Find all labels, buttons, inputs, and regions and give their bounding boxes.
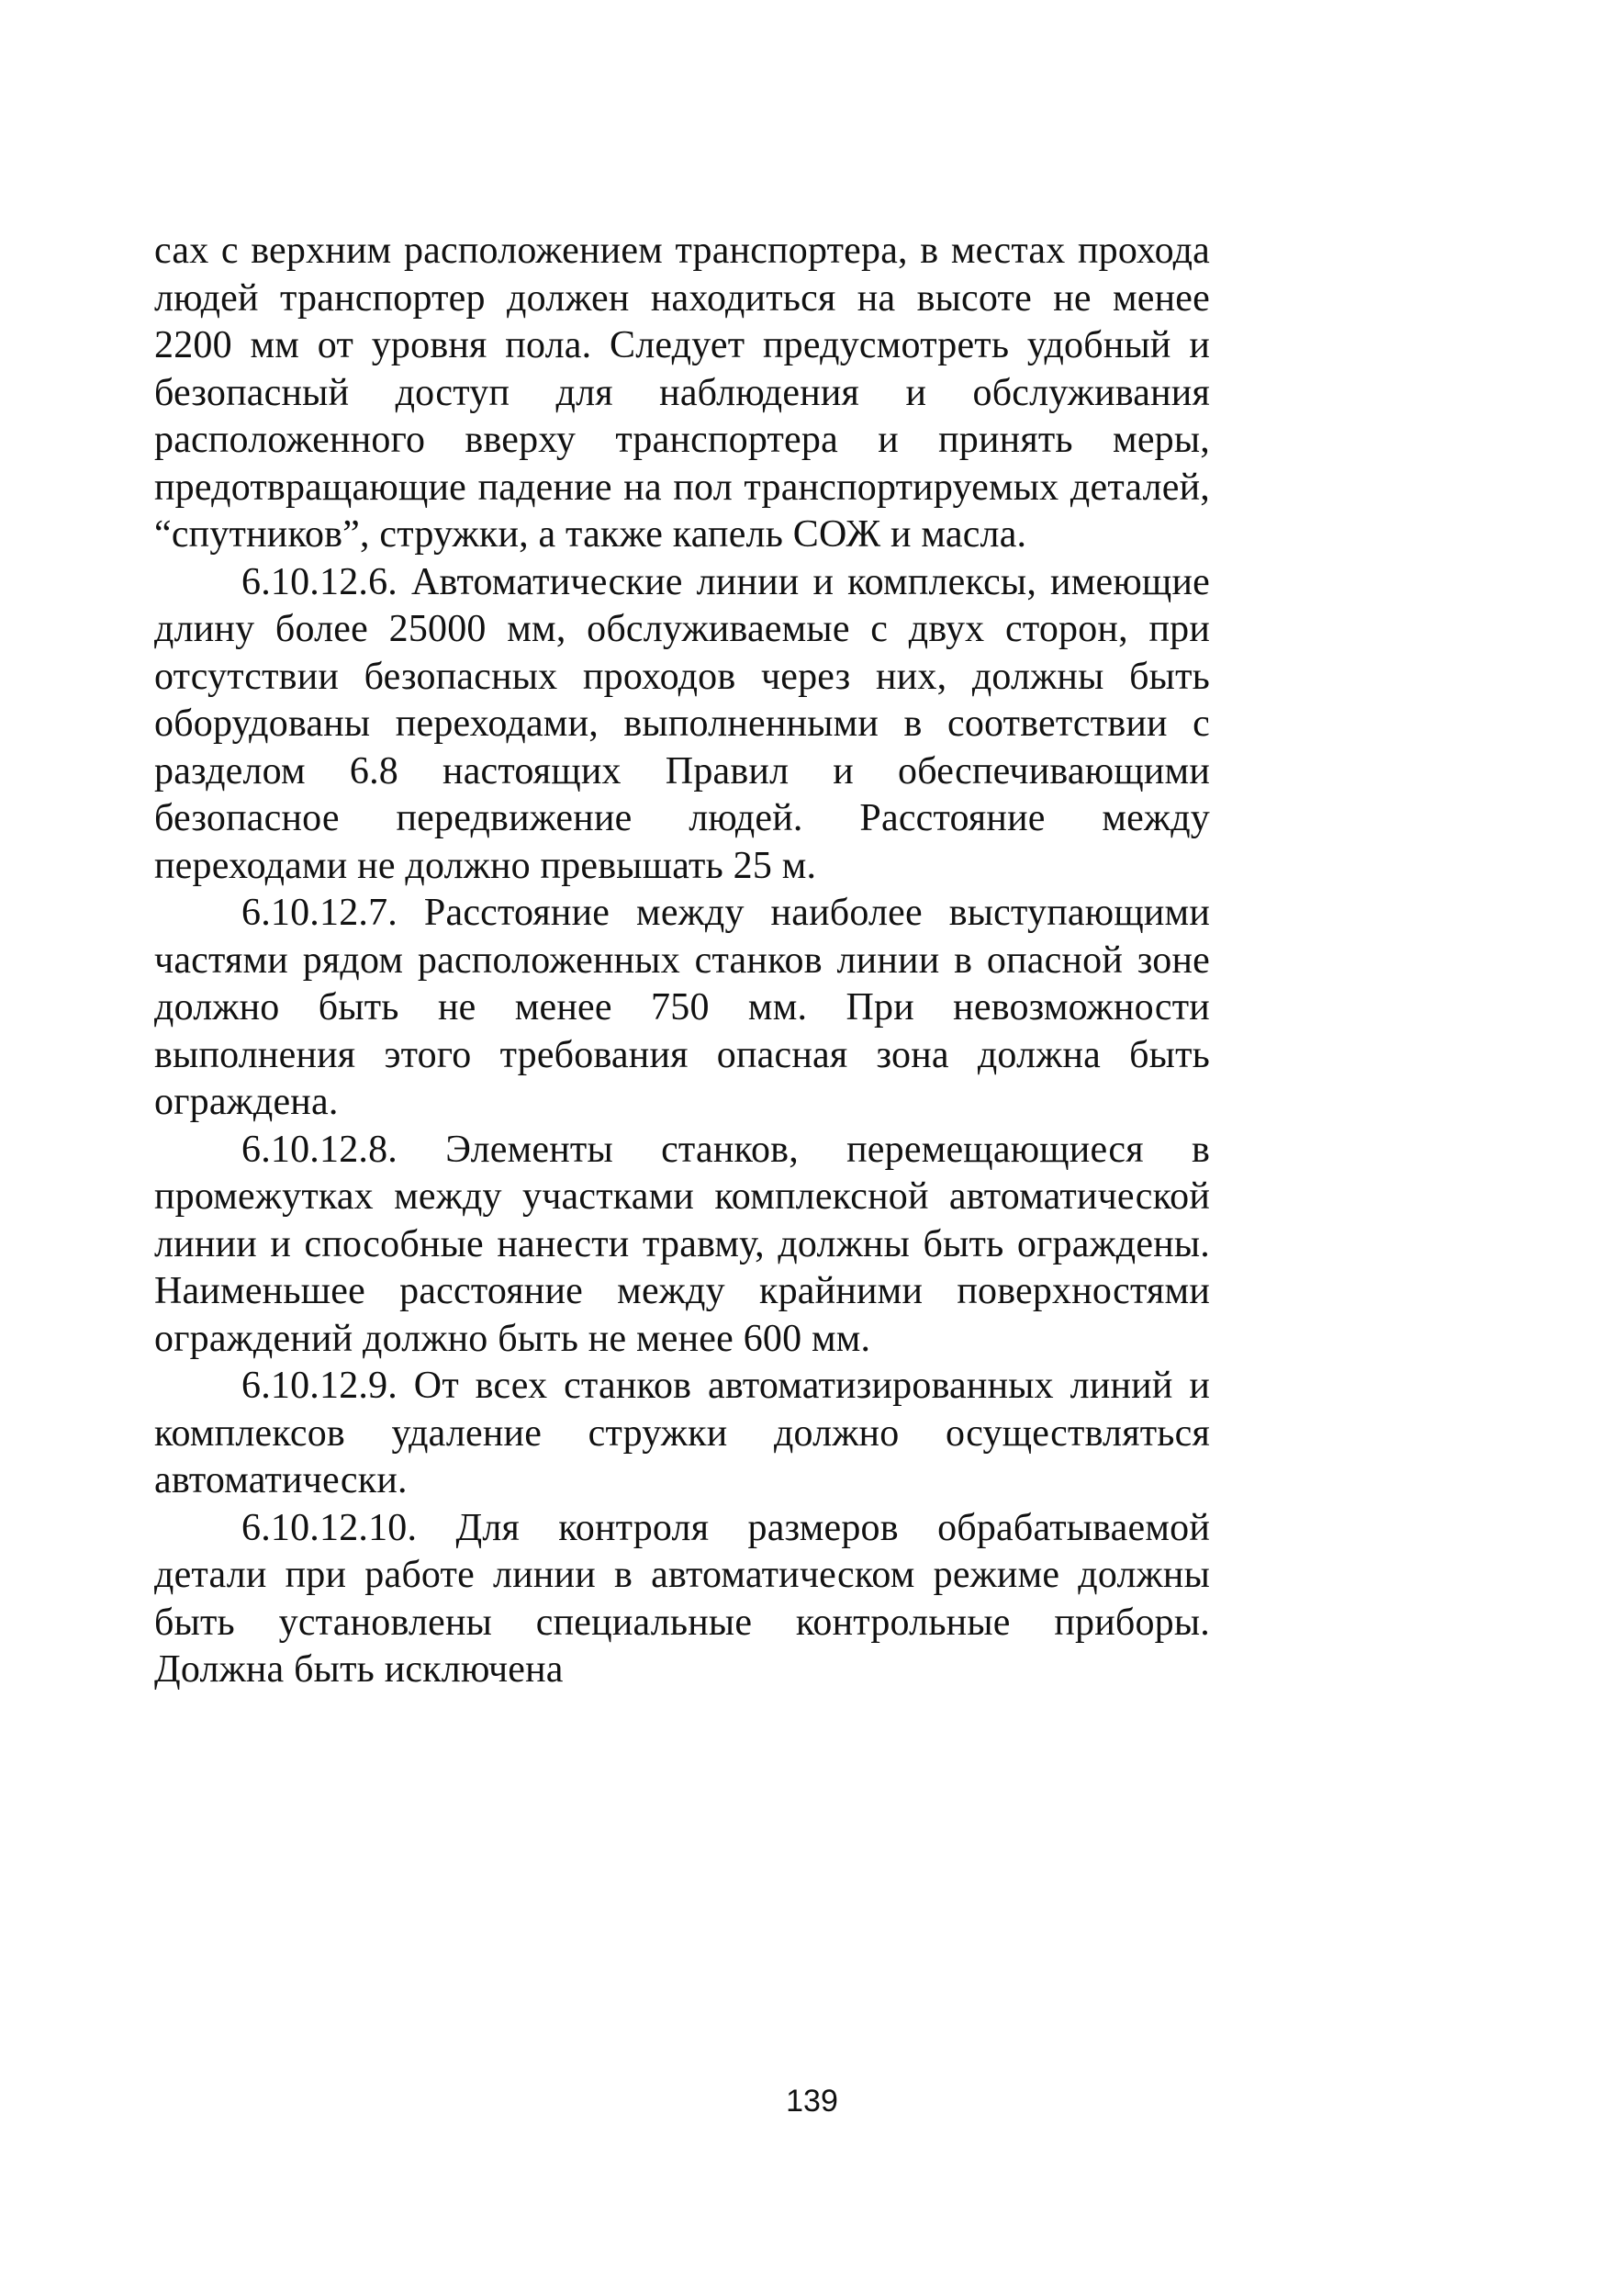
paragraph-6-10-12-9: 6.10.12.9. От всех станков автоматизированных линий и комплексов удаление стружки должно осуществляться автоматически.	[154, 1365, 1210, 1501]
paragraph-6-10-12-8: 6.10.12.8. Элементы станков, перемещающиеся в промежутках между участками комплексной автоматической линии и способные нанести травму, должны быть ограждены. Наименьшее расстояние между крайними поверхностями ограждений должно быть не менее 600 мм.	[154, 1128, 1210, 1360]
paragraph-6-10-12-6: 6.10.12.6. Автоматические линии и комплексы, имеющие длину более 25000 мм, обслуживаемые с двух сторон, при отсутствии безопасных проходов через них, должны быть оборудованы переходами, выполненными в соответствии с разделом 6.8 настоящих Правил и обеспечивающими безопасное передвижение людей. Расстояние между переходами не должно превышать 25 м.	[154, 560, 1210, 887]
paragraph-6-10-12-7: 6.10.12.7. Расстояние между наиболее выступающими частями рядом расположенных станков линии в опасной зоне должно быть не менее 750 мм. При невозможности выполнения этого требования опасная зона должна быть ограждена.	[154, 892, 1210, 1123]
paragraph-continuation: сах с верхним расположением транспортера, в местах прохода людей транспортер должен находиться на высоте не менее 2200 мм от уровня пола. Следует предусмотреть удобный и безопасный доступ для наблюдения и обслуживания расположенного вверху транспортера и принять меры, предотвращающие падение на пол транспортируемых деталей, “спутников”, стружки, а также капель СОЖ и масла.	[154, 230, 1210, 556]
paragraph-6-10-12-10: 6.10.12.10. Для контроля размеров обрабатываемой детали при работе линии в автоматическом режиме должны быть установлены специальные контрольные приборы. Должна быть исключена	[154, 1506, 1210, 1691]
page-number: 139	[786, 2084, 838, 2119]
body-text	[154, 228, 1210, 1694]
